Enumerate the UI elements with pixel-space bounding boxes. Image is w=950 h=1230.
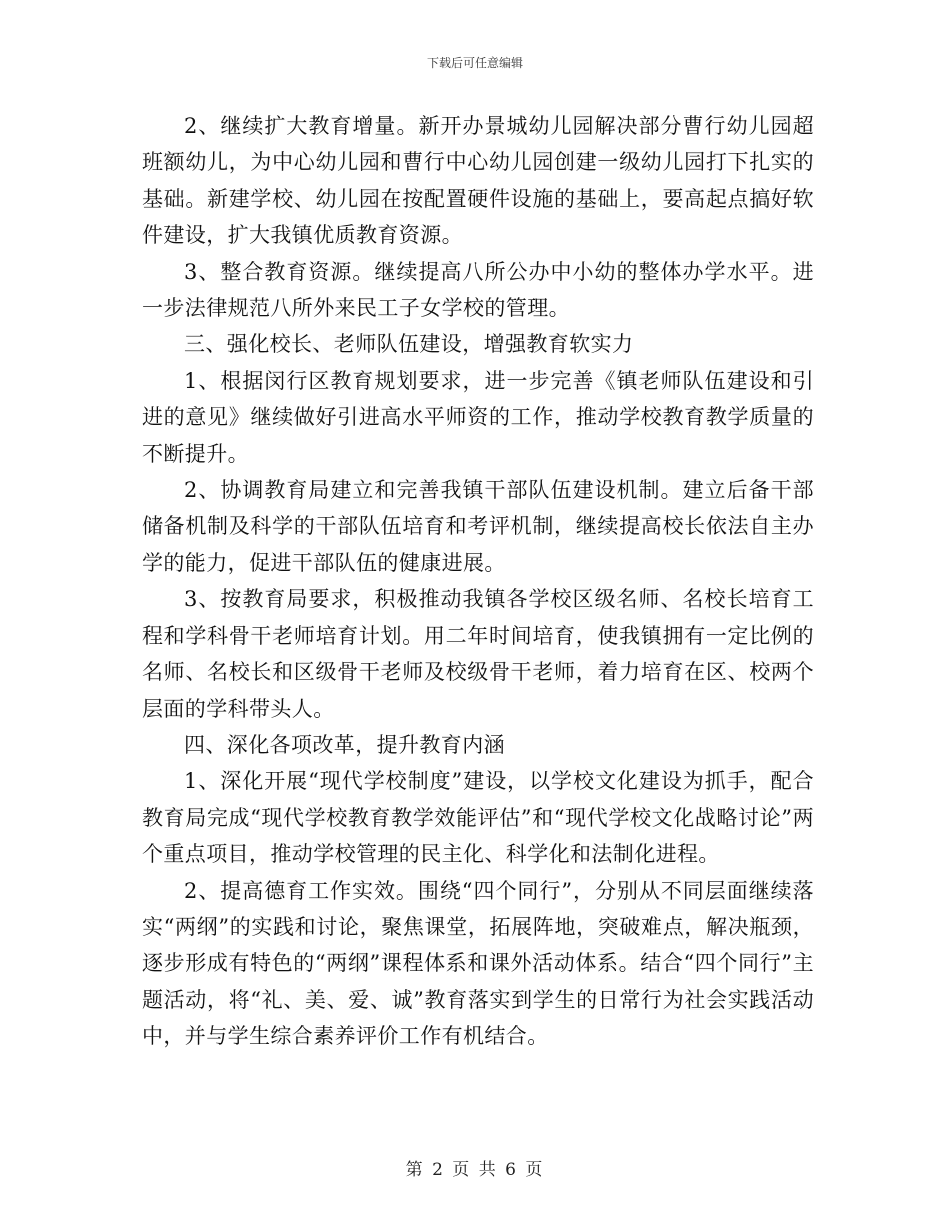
- page-number: 第 2 页 共 6 页: [405, 1160, 545, 1180]
- page-header-note: 下载后可任意编辑: [426, 56, 523, 70]
- paragraph-teacher-plan: 1、根据闵行区教育规划要求，进一步完善《镇老师队伍建设和引进的意见》继续做好引进高水平师资的工作，推动学校教育教学质量的不断提升。: [142, 368, 814, 466]
- paragraph-integrate-resources: 3、整合教育资源。继续提高八所公办中小幼的整体办学水平。进一步法律规范八所外来民工子女学校的管理。: [142, 259, 814, 321]
- paragraph-modern-school-system: 1、深化开展“现代学校制度”建设，以学校文化建设为抓手，配合教育局完成“现代学校教育教学效能评估”和“现代学校文化战略讨论”两个重点项目，推动学校管理的民主化、科学化和法制化进程。: [142, 769, 814, 867]
- section-heading-four: 四、深化各项改革，提升教育内涵: [184, 732, 505, 757]
- paragraph-expand-education: 2、继续扩大教育增量。新开办景城幼儿园解决部分曹行幼儿园超班额幼儿，为中心幼儿园和曹行中心幼儿园创建一级幼儿园打下扎实的基础。新建学校、幼儿园在按配置硬件设施的基础上，要高起点搞好软件建设，扩大我镇优质教育资源。: [142, 114, 814, 248]
- section-heading-three: 三、强化校长、老师队伍建设，增强教育软实力: [184, 332, 634, 357]
- paragraph-famous-teachers: 3、按教育局要求，积极推动我镇各学校区级名师、名校长培育工程和学科骨干老师培育计划。用二年时间培育，使我镇拥有一定比例的名师、名校长和区级骨干老师及校级骨干老师，着力培育在区、校两个层面的学科带头人。: [142, 587, 814, 721]
- paragraph-moral-education: 2、提高德育工作实效。围绕“四个同行”，分别从不同层面继续落实“两纲”的实践和讨论，聚焦课堂，拓展阵地，突破难点，解决瓶颈，逐步形成有特色的“两纲”课程体系和课外活动体系。结合“四个同行”主题活动，将“礼、美、爱、诚”教育落实到学生的日常行为社会实践活动中，并与学生综合素养评价工作有机结合。: [142, 878, 814, 1049]
- document-body: [142, 108, 814, 1055]
- paragraph-cadre-mechanism: 2、协调教育局建立和完善我镇干部队伍建设机制。建立后备干部储备机制及科学的干部队伍培育和考评机制，继续提高校长依法自主办学的能力，促进干部队伍的健康进展。: [142, 478, 814, 575]
